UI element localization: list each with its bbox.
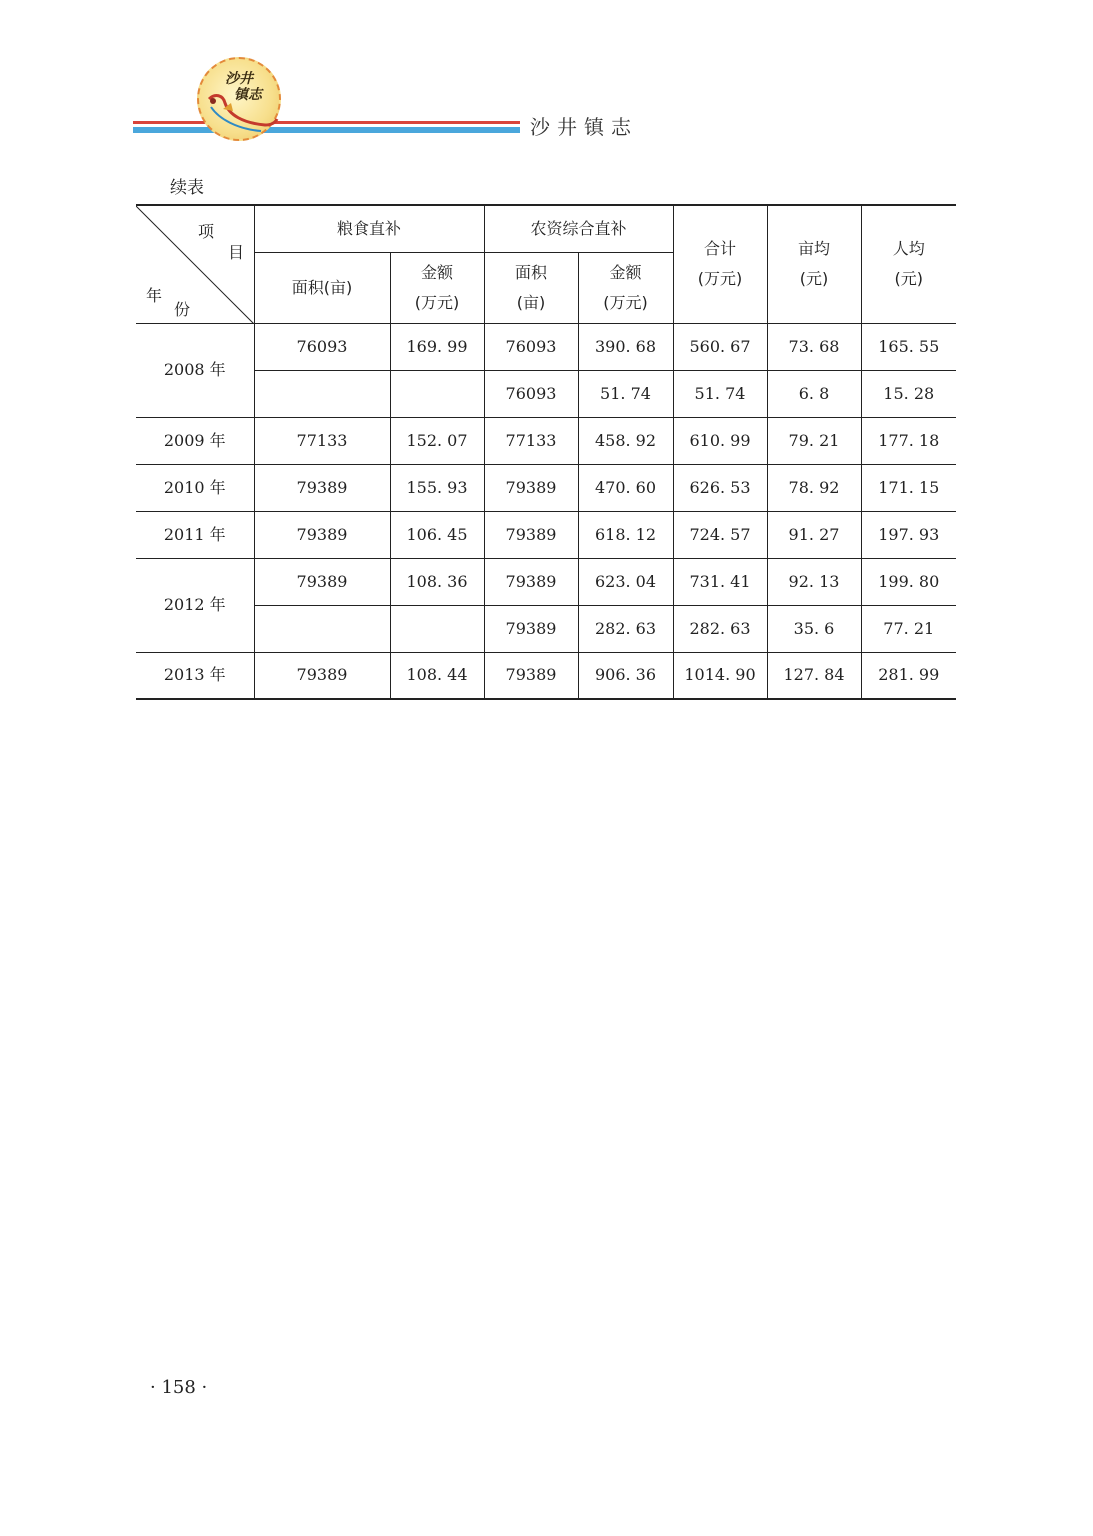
col-area1-header: 面积(亩) (254, 252, 390, 323)
col-per-person-unit: (元) (894, 269, 923, 289)
per-mu-cell: 92. 13 (767, 558, 861, 605)
corner-item-char1: 项 (198, 222, 215, 241)
amount1-cell: 155. 93 (390, 464, 484, 511)
col-total-unit: (万元) (697, 269, 743, 289)
per-mu-cell: 127. 84 (767, 652, 861, 699)
col-amount1-unit: (万元) (414, 292, 460, 312)
total-cell: 731. 41 (673, 558, 767, 605)
amount2-cell: 470. 60 (578, 464, 673, 511)
header-blue-rule (133, 127, 520, 133)
col-area2-label: 面积 (514, 262, 547, 282)
area1-cell: 79389 (254, 511, 390, 558)
logo-text-line1: 沙井 (225, 71, 253, 87)
corner-item-char2: 目 (228, 243, 245, 262)
group-grain-subsidy: 粮食直补 (254, 205, 484, 252)
area2-cell: 79389 (484, 605, 578, 652)
col-total-header (673, 205, 767, 323)
col-per-person-label: 人均 (892, 239, 925, 259)
year-cell: 2012 年 (136, 558, 254, 652)
book-logo (197, 57, 281, 141)
area1-cell: 79389 (254, 652, 390, 699)
col-per-mu-header (767, 205, 861, 323)
amount1-cell: 169. 99 (390, 323, 484, 370)
table-row (136, 605, 956, 652)
area1-cell (254, 605, 390, 652)
per-mu-cell: 6. 8 (767, 370, 861, 417)
page-header (0, 0, 1093, 150)
amount1-cell: 152. 07 (390, 417, 484, 464)
area2-cell: 79389 (484, 464, 578, 511)
per-person-cell: 197. 93 (861, 511, 956, 558)
area1-cell: 79389 (254, 464, 390, 511)
year-cell: 2010 年 (136, 464, 254, 511)
area2-cell: 77133 (484, 417, 578, 464)
area2-cell: 79389 (484, 652, 578, 699)
subsidy-table (136, 204, 956, 700)
area2-cell: 79389 (484, 511, 578, 558)
amount2-cell: 623. 04 (578, 558, 673, 605)
amount2-cell: 906. 36 (578, 652, 673, 699)
per-mu-cell: 78. 92 (767, 464, 861, 511)
table-row (136, 652, 956, 699)
amount2-cell: 51. 74 (578, 370, 673, 417)
amount2-cell: 282. 63 (578, 605, 673, 652)
amount2-cell: 390. 68 (578, 323, 673, 370)
per-person-cell: 177. 18 (861, 417, 956, 464)
amount1-cell: 108. 36 (390, 558, 484, 605)
page-number: · 158 · (150, 1377, 208, 1398)
diagonal-line (136, 206, 254, 324)
table-caption: 续表 (170, 178, 204, 198)
corner-header-cell (136, 205, 254, 323)
per-person-cell: 15. 28 (861, 370, 956, 417)
total-cell: 51. 74 (673, 370, 767, 417)
table-row (136, 370, 956, 417)
area2-cell: 76093 (484, 370, 578, 417)
logo-text-line2: 镇志 (234, 87, 262, 103)
book-title: 沙井镇志 (530, 115, 638, 139)
per-person-cell: 281. 99 (861, 652, 956, 699)
per-mu-cell: 73. 68 (767, 323, 861, 370)
table-row (136, 323, 956, 370)
total-cell: 626. 53 (673, 464, 767, 511)
area1-cell: 76093 (254, 323, 390, 370)
year-cell: 2009 年 (136, 417, 254, 464)
col-area2-header (484, 252, 578, 323)
table-row (136, 511, 956, 558)
amount1-cell: 106. 45 (390, 511, 484, 558)
per-mu-cell: 79. 21 (767, 417, 861, 464)
col-amount2-label: 金额 (609, 262, 642, 282)
header-red-rule (133, 121, 520, 124)
area1-cell: 77133 (254, 417, 390, 464)
col-per-person-header (861, 205, 956, 323)
area1-cell (254, 370, 390, 417)
year-cell: 2011 年 (136, 511, 254, 558)
total-cell: 282. 63 (673, 605, 767, 652)
col-per-mu-unit: (元) (799, 269, 829, 289)
corner-year-char2: 份 (174, 300, 191, 319)
col-amount2-header (578, 252, 673, 323)
amount2-cell: 458. 92 (578, 417, 673, 464)
per-person-cell: 199. 80 (861, 558, 956, 605)
amount1-cell (390, 370, 484, 417)
col-area2-unit: (亩) (516, 292, 546, 312)
total-cell: 1014. 90 (673, 652, 767, 699)
amount1-cell (390, 605, 484, 652)
area2-cell: 76093 (484, 323, 578, 370)
col-per-mu-label: 亩均 (797, 239, 830, 259)
per-person-cell: 171. 15 (861, 464, 956, 511)
total-cell: 560. 67 (673, 323, 767, 370)
total-cell: 724. 57 (673, 511, 767, 558)
year-cell: 2008 年 (136, 323, 254, 417)
table-row (136, 464, 956, 511)
group-agri-input-subsidy: 农资综合直补 (484, 205, 673, 252)
per-person-cell: 165. 55 (861, 323, 956, 370)
table-row (136, 558, 956, 605)
area1-cell: 79389 (254, 558, 390, 605)
amount2-cell: 618. 12 (578, 511, 673, 558)
per-mu-cell: 35. 6 (767, 605, 861, 652)
area2-cell: 79389 (484, 558, 578, 605)
col-amount1-header (390, 252, 484, 323)
table-row (136, 417, 956, 464)
year-cell: 2013 年 (136, 652, 254, 699)
per-mu-cell: 91. 27 (767, 511, 861, 558)
amount1-cell: 108. 44 (390, 652, 484, 699)
corner-year-char1: 年 (146, 286, 163, 305)
col-amount1-label: 金额 (420, 262, 453, 282)
col-total-label: 合计 (703, 239, 736, 259)
col-amount2-unit: (万元) (603, 292, 648, 312)
per-person-cell: 77. 21 (861, 605, 956, 652)
total-cell: 610. 99 (673, 417, 767, 464)
phoenix-icon (203, 89, 279, 137)
